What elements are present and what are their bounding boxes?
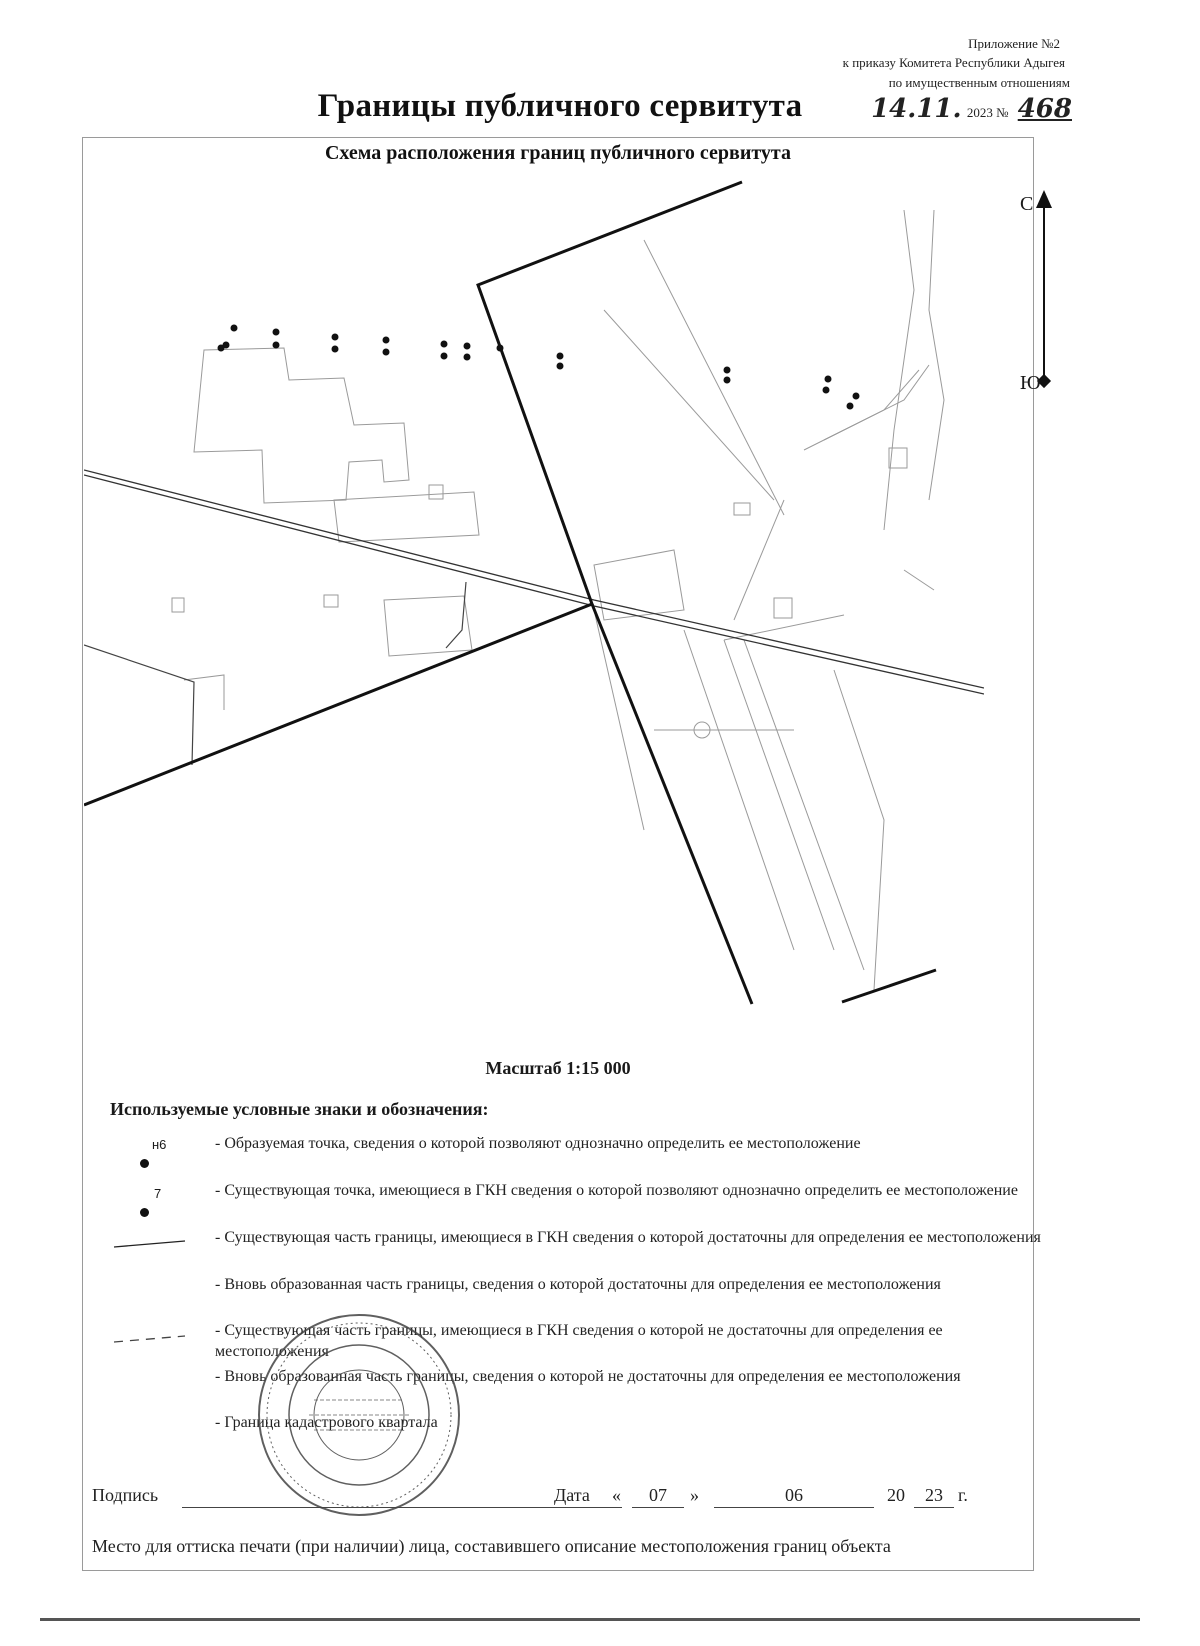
map-line	[904, 570, 934, 590]
page-title: Границы публичного сервитута	[317, 88, 803, 124]
month-line	[714, 1507, 874, 1508]
signature-line	[182, 1507, 622, 1508]
legend-text: - Вновь образованная часть границы, сведения о которой не достаточны для определения ее местоположения	[215, 1368, 961, 1385]
map-scale: Масштаб 1:15 000	[485, 1058, 631, 1078]
legend-text: - Существующая точка, имеющиеся в ГКН сведения о которой позволяют однозначно определить ее местоположение	[215, 1182, 1018, 1199]
map-fence	[84, 645, 194, 765]
compass-south-label: Ю	[1020, 372, 1041, 394]
legend-text: - Образуемая точка, сведения о которой позволяют однозначно определить ее местоположение	[215, 1135, 861, 1152]
legend-text: - Граница кадастрового квартала	[215, 1414, 438, 1431]
date-day: 07	[649, 1485, 667, 1505]
map-point	[383, 337, 390, 344]
map-line	[734, 500, 784, 620]
map-plot	[324, 595, 338, 607]
legend-item	[110, 1320, 1040, 1370]
servitude-boundary	[842, 970, 936, 1002]
servitude-boundary	[84, 182, 742, 805]
legend-item	[110, 1133, 1040, 1183]
seal-place-note: Место для оттиска печати (при наличии) лица, составившего описание местоположения границ объекта	[92, 1536, 891, 1556]
new-point-symbol-icon	[110, 1133, 205, 1179]
cadastral-map	[84, 170, 984, 1060]
legend-item	[110, 1227, 1040, 1277]
point-dot-icon	[140, 1208, 149, 1217]
annex-line-2: к приказу Комитета Республики Адыгея	[842, 55, 1065, 70]
legend-item	[110, 1274, 1040, 1324]
map-point	[724, 377, 731, 384]
map-building	[194, 348, 409, 503]
map-point	[383, 349, 390, 356]
map-plot	[384, 596, 472, 656]
map-point	[853, 393, 860, 400]
bottom-divider	[40, 1618, 1140, 1621]
map-point	[273, 329, 280, 336]
handwritten-date: 14.11.	[871, 94, 962, 124]
map-line	[604, 310, 774, 500]
annex-line-1: Приложение №2	[968, 36, 1060, 51]
map-fence	[446, 582, 466, 648]
legend-text: - Существующая часть границы, имеющиеся в ГКН сведения о которой достаточны для определения ее местоположения	[215, 1229, 1041, 1246]
year-unit: г.	[958, 1485, 968, 1505]
handwritten-number: 468	[1017, 94, 1072, 124]
day-line	[632, 1507, 684, 1508]
servitude-boundary	[592, 604, 752, 1004]
legend-text: - Существующая часть границы, имеющиеся в ГКН сведения о которой не достаточны для определения ее местоположения	[215, 1322, 943, 1360]
map-point	[218, 345, 225, 352]
signature-row	[92, 1485, 1032, 1515]
map-line	[834, 670, 884, 990]
map-point	[441, 341, 448, 348]
point-dot-icon	[140, 1159, 149, 1168]
legend-item	[110, 1180, 1040, 1230]
map-point	[823, 387, 830, 394]
map-point	[557, 363, 564, 370]
map-plot	[172, 598, 184, 612]
map-point	[557, 353, 564, 360]
date-month: 06	[785, 1485, 803, 1505]
map-line	[884, 210, 914, 530]
date-year: 23	[925, 1485, 943, 1505]
map-point	[273, 342, 280, 349]
map-point	[231, 325, 238, 332]
compass-north-label: С	[1020, 193, 1034, 215]
map-line	[724, 615, 844, 640]
legend-item	[110, 1412, 1040, 1462]
map-line	[929, 210, 944, 500]
map-plot	[429, 485, 443, 499]
map-point	[497, 345, 504, 352]
map-point	[825, 376, 832, 383]
year-line	[914, 1507, 954, 1508]
map-road-edge	[84, 470, 984, 688]
scheme-title: Схема расположения границ публичного сервитута	[324, 142, 791, 164]
close-quote: »	[690, 1485, 699, 1505]
map-point	[332, 334, 339, 341]
map-point	[464, 354, 471, 361]
legend-title: Используемые условные знаки и обозначения:	[110, 1099, 489, 1119]
map-point	[724, 367, 731, 374]
point-label: 7	[154, 1186, 162, 1201]
map-line	[594, 610, 644, 830]
map-plot	[334, 492, 479, 542]
signature-label: Подпись	[92, 1485, 159, 1505]
compass-axis	[1043, 200, 1045, 380]
map-point	[464, 343, 471, 350]
map-plot	[734, 503, 750, 515]
point-label: н6	[152, 1137, 167, 1152]
thin-line-symbol-icon	[110, 1227, 205, 1273]
date-label: Дата	[554, 1485, 590, 1505]
map-point	[441, 353, 448, 360]
legend-text: - Вновь образованная часть границы, сведения о которой достаточны для определения ее местоположения	[215, 1276, 941, 1293]
annex-year: 2023 №	[966, 105, 1009, 120]
map-line	[804, 370, 919, 450]
map-plot	[774, 598, 792, 618]
dashed-line-symbol-icon	[110, 1320, 205, 1366]
map-line	[744, 640, 864, 970]
map-point	[332, 346, 339, 353]
year-prefix: 20	[887, 1485, 905, 1505]
existing-point-symbol-icon	[110, 1180, 205, 1226]
legend-item	[110, 1366, 1040, 1416]
open-quote: «	[612, 1485, 621, 1505]
map-point	[847, 403, 854, 410]
annex-line-3: по имущественным отношениям	[888, 75, 1070, 90]
